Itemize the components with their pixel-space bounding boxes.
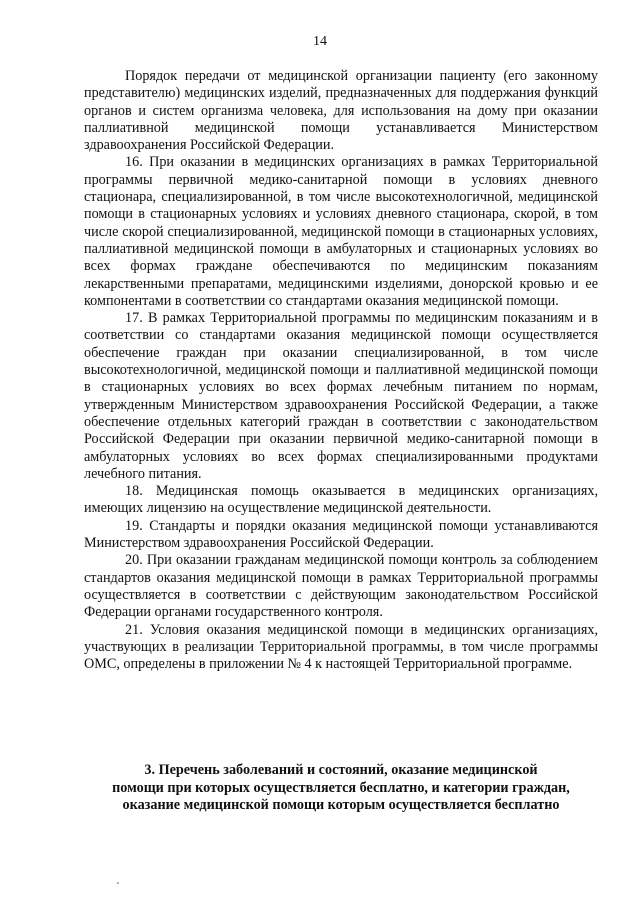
scan-speck [117, 882, 119, 884]
body-text [84, 68, 598, 673]
section-heading-line: оказание медицинской помощи которым осуществляется бесплатно [122, 797, 560, 814]
paragraph-17: 17. В рамках Территориальной программы по медицинским показаниям и в соответствии со стандартами оказания медицинской помощи осуществляется обеспечение граждан при оказании специализированной, в том числе высокотехнологичной, медицинской помощи и паллиативной медицинской помощи в стационарных условиях во всех формах лечебным питанием по нормам, утвержденным Министерством здравоохранения Российской Федерации, а также обеспечение отдельных категорий граждан в соответствии с законодательством Российской Федерации при оказании первичной медико-санитарной помощи в амбулаторных условиях во всех формах специализированными продуктами лечебного питания. [84, 310, 598, 482]
paragraph-18: 18. Медицинская помощь оказывается в медицинских организациях, имеющих лицензию на осуществление медицинской деятельности. [84, 483, 598, 517]
paragraph-21: 21. Условия оказания медицинской помощи в медицинских организациях, участвующих в реализации Территориальной программы, в том числе программы ОМС, определены в приложении № 4 к настоящей Территориальной программе. [84, 621, 598, 673]
paragraph-19: 19. Стандарты и порядки оказания медицинской помощи устанавливаются Министерством здравоохранения Российской Федерации. [84, 517, 598, 552]
paragraph-device-transfer: Порядок передачи от медицинской организации пациенту (его законному представителю) медицинских изделий, предназначенных для поддержания функций органов и систем организма человека, для использования на дому при оказании паллиативной медицинской помощи устанавливается Министерством здравоохранения Российской Федерации. [84, 68, 598, 154]
paragraph-16: 16. При оказании в медицинских организациях в рамках Территориальной программы первичной медико-санитарной помощи в условиях дневного стационара, специализированной, в том числе высокотехнологичной, медицинской помощи в стационарных условиях и условиях дневного стационара, скорой, в том числе скорой специализированной, медицинской помощи в стационарных условиях, паллиативной медицинской помощи в амбулаторных и стационарных условиях во всех формах граждане обеспечиваются по медицинским показаниям лекарственными препаратами, медицинскими изделиями, донорской кровью и ее компонентами в соответствии со стандартами оказания медицинской помощи. [84, 154, 598, 309]
section-heading [88, 762, 594, 815]
section-heading-line: 3. Перечень заболеваний и состояний, оказание медицинской [144, 762, 538, 778]
section-heading-line: помощи при которых осуществляется бесплатно, и категории граждан, [112, 779, 570, 796]
page-number: 14 [313, 34, 327, 49]
paragraph-20: 20. При оказании гражданам медицинской помощи контроль за соблюдением стандартов оказания медицинской помощи в рамках Территориальной программы осуществляется в соответствии с действующим законодательством Российской Федерации органами государственного контроля. [84, 552, 598, 621]
